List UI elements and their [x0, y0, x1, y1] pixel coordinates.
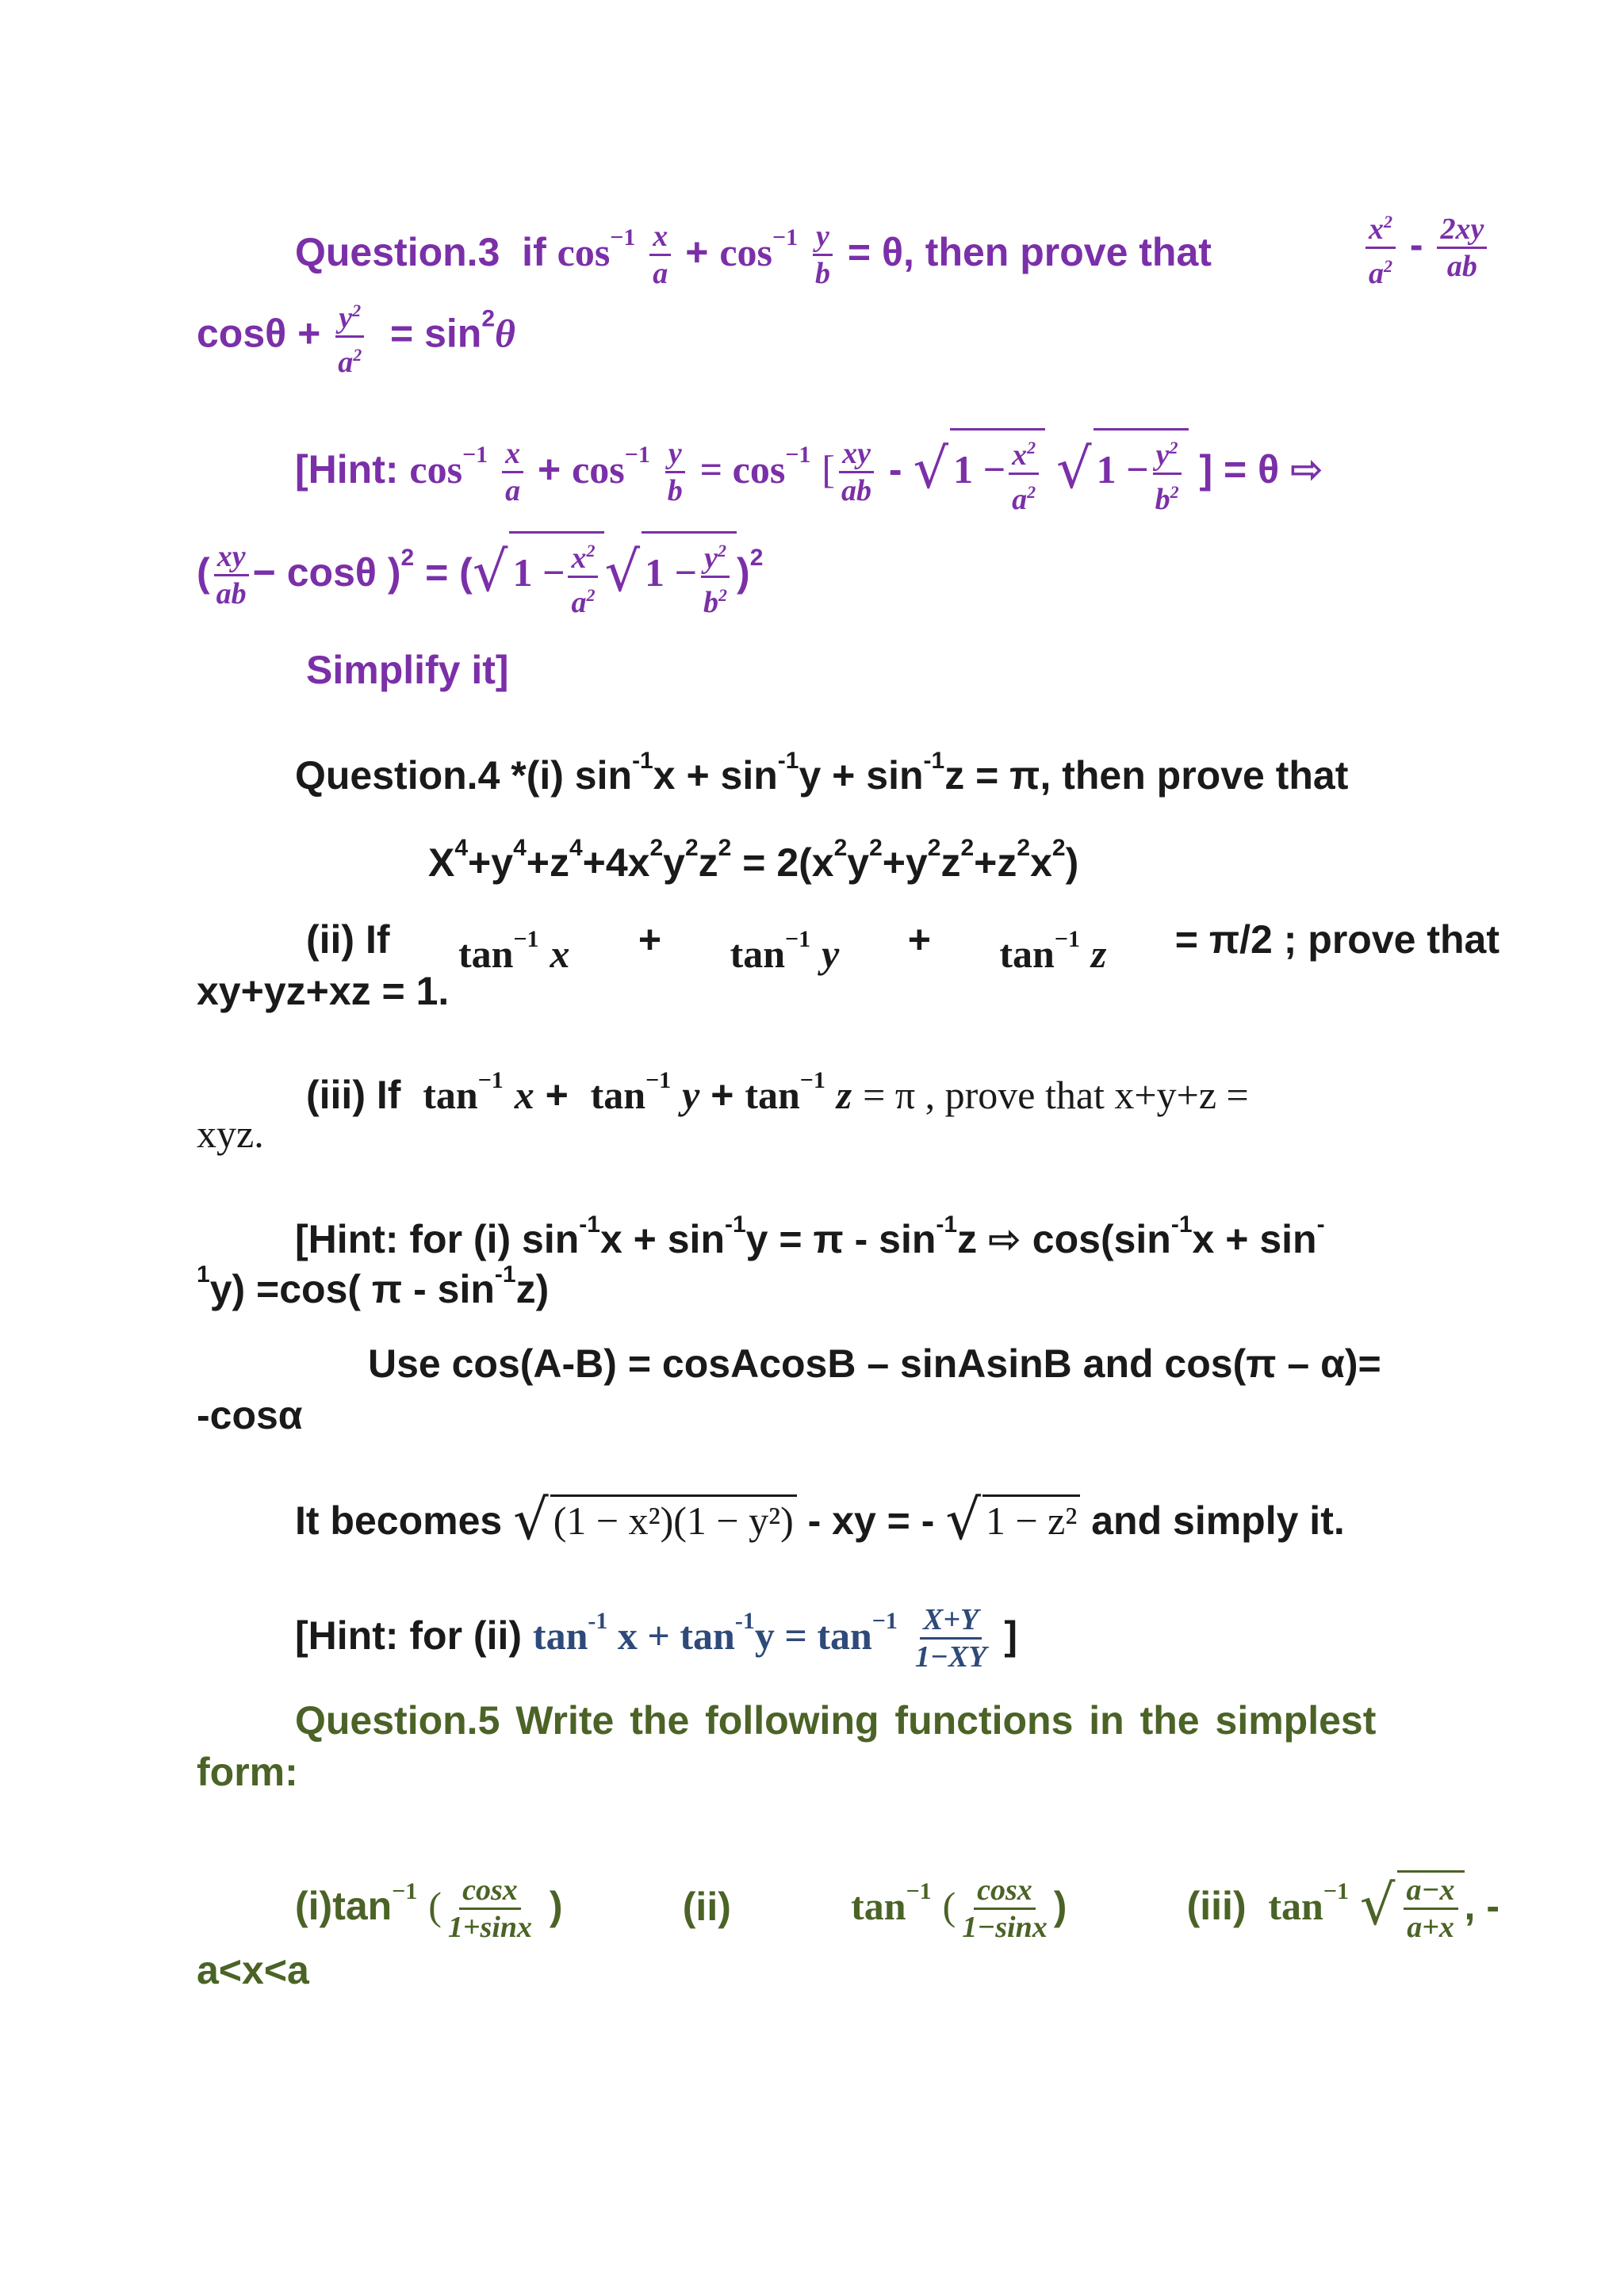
q3-line-1: [295, 214, 1212, 291]
q4-ii-line-1: (ii) If $\tan^{-1} x$ + $\tan^{-1} y$ + $\tan^{-1} z$ = π/2 ; prove that: [306, 917, 1500, 976]
q4-becomes-sqrt-1: (1 − x²)(1 − y²): [550, 1494, 797, 1544]
q3-hint-sqrt-2: 1 − $\frac{y^2}{b^2}$: [1094, 428, 1189, 517]
q5-label-line-2: form:: [197, 1750, 298, 1794]
q4-hint-ii-line: [Hint: for (ii) $\tan^{-1} x + \tan^{-1}y = \tan^{-1}$ $\frac{X+Y}{1-XY}$ ]: [295, 1603, 1017, 1674]
q5-label-line-1: Question.5 Write the following functions in the simplest: [295, 1698, 1377, 1743]
q4-equation: $X^4+y^4+z^4+4x^2y^2z^2 = 2(x^2y^2+y^2z^2+z^2x^2)$: [428, 835, 1079, 885]
q4-becomes-line: It becomes √ (1 − x²)(1 − y²) - xy = - √ 1 − z² and simply it.: [295, 1487, 1345, 1552]
q4-hint-i-line-2: $^1$y) =cos( π - $\sin^{-1}z$): [197, 1261, 550, 1311]
q4-ii-line-2: xy+yz+xz = 1.: [197, 969, 450, 1013]
q4-ii-label: (ii) If: [306, 917, 390, 962]
q3-cos-theta: cosθ +: [197, 311, 321, 356]
q3-frac-y-b: $\frac{y}{b}$: [812, 219, 833, 291]
q3-frac-2xy-ab: $\frac{2xy}{ab}$: [1437, 212, 1487, 284]
q3-hint-eq-cos: = cos: [699, 446, 786, 492]
q3-frac-y2-a2: $\frac{y^2}{a^2}$: [335, 293, 365, 380]
q3-label: Question.3: [295, 230, 500, 274]
q3-frac-x2-a2: $\frac{x^2}{a^2}$: [1365, 205, 1396, 291]
q4-iii-rhs: = π , prove that x+y+z =: [863, 1073, 1249, 1117]
q3-theta: θ: [495, 311, 515, 356]
q4-iii-line-2: xyz.: [197, 1112, 264, 1156]
q4-hint-ii-frac: $\frac{X+Y}{1-XY}$: [914, 1603, 987, 1674]
q5-functions-line: $(i)\tan^{-1}$ ( $\frac{\cos x}{1+\sin x}$ ) (ii) $\tan^{-1}$ ( $\frac{\cos x}{1-\sin x}$ ) (iii) $\tan^{-1}$ √ $\frac{a-x}{a+x}$ , -: [295, 1868, 1500, 1945]
q3-hint-close: ] = θ ⇨: [1199, 446, 1323, 492]
q3-minus: -: [1409, 222, 1423, 267]
q3-prove: = θ, then prove that: [847, 230, 1212, 274]
q4-becomes-sqrt-2: 1 − z²: [982, 1494, 1080, 1544]
q3-cos: cos: [557, 230, 611, 274]
q3-hint-cos-theta: − cosθ ): [252, 549, 401, 595]
q4-use-line-2: -cosα: [197, 1393, 303, 1437]
q3-hint-frac-xy-ab: $\frac{xy}{ab}$: [838, 436, 875, 508]
q3-tail-fracs: [1362, 205, 1490, 291]
q3-frac-x-a: $\frac{x}{a}$: [649, 219, 671, 291]
q3-sin: = sin: [389, 311, 482, 356]
q3-cos-2: cos: [719, 230, 772, 274]
q3-line-2: cosθ + $\frac{y^2}{a^2}$ = $\sin^2\theta$: [197, 293, 515, 380]
q3-inv: −1: [610, 224, 636, 251]
q5-range-line: a<x<a: [197, 1948, 309, 1992]
q5-ii: (ii): [682, 1884, 731, 1929]
q3-hint-line-2: ( $\frac{xy}{ab}$ − cosθ )$^2$ = (√ 1 − $\frac{x^2}{a^2}$ √ 1 − $\frac{y^2}{b^2}$ )$^2$: [197, 531, 763, 620]
q4-line-1: Question.4 *(i) $\sin^{-1}x + \sin^{-1}y + \sin^{-1}z = \pi$, then prove that: [295, 748, 1349, 798]
q3-inv-2: −1: [772, 224, 799, 251]
q4-iii-line-1: (iii) If $\tan^{-1} x + \tan^{-1} y + \tan^{-1} z = \pi$ , prove that x+y+z =: [306, 1067, 1249, 1117]
q4-use-line-1: Use cos(A-B) = cosAcosB – sinAsinB and cos(π – α)=: [368, 1341, 1381, 1386]
q5-i: (i)tan: [295, 1884, 393, 1928]
q3-hint-line-1: [Hint: $\cos^{-1}$ $\frac{x}{a}$ + $\cos^{-1}$ $\frac{y}{b}$ = $\cos^{-1}$ [ $\frac{xy}{ab}$ - √ 1 − $\frac{x^2}{a^2}$ √ 1 − $\frac{y^2}{b^2}$ ] = θ ⇨: [295, 428, 1323, 517]
q3-plus: +: [685, 230, 709, 274]
q5-iii: (iii): [1186, 1884, 1247, 1928]
q4-ii-rhs: = π/2 ; prove that: [1174, 917, 1500, 962]
q3-simplify: Simplify it]: [306, 648, 509, 692]
q3-if: if: [522, 230, 546, 274]
q3-hint-sqrt-1: 1 − $\frac{x^2}{a^2}$: [950, 428, 1045, 517]
q4-hint-i-line-1: [Hint: for (i) $\sin^{-1}x + \sin^{-1}y = \pi - \sin^{-1}z$ ⇨ $\cos(\sin^{-1}x + \sin^-$: [295, 1211, 1325, 1261]
q3-hint-open: [Hint:: [295, 446, 399, 492]
q3-hint-eq: = (: [425, 549, 473, 595]
